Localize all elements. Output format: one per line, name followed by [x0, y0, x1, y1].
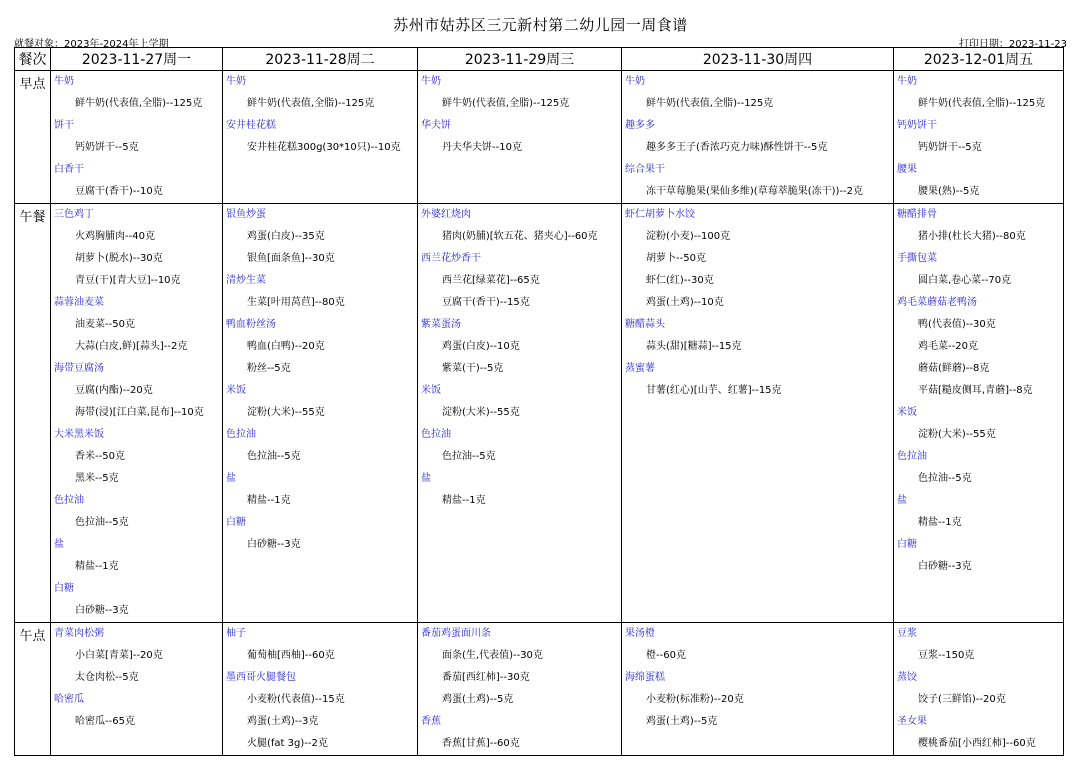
ingredient: 淀粉(大米)--55克	[442, 407, 520, 418]
ingredient: 豆腐(内酯)--20克	[75, 385, 153, 396]
ingredient: 小麦粉(标准粉)--20克	[646, 694, 744, 705]
dish-name: 糖醋蒜头	[625, 319, 665, 330]
dish-name: 圣女果	[897, 716, 927, 727]
dish-name: 青菜肉松粥	[54, 628, 104, 639]
dish-name: 西兰花炒香干	[421, 253, 481, 264]
ingredient: 淀粉(小麦)--100克	[646, 231, 731, 242]
dish-name: 色拉油	[897, 451, 927, 462]
menu-cell	[223, 623, 418, 756]
ingredient: 色拉油--5克	[442, 451, 496, 462]
target-label: 就餐对象：2023年-2024年上学期	[14, 39, 169, 50]
ingredient: 豆腐干(香干)--15克	[442, 297, 530, 308]
ingredient: 精盐--1克	[442, 495, 486, 506]
ingredient: 淀粉(大米)--55克	[918, 429, 996, 440]
ingredient: 鸡蛋(土鸡)--5克	[442, 694, 514, 705]
ingredient: 鲜牛奶(代表值,全脂)--125克	[646, 98, 774, 109]
dish-name: 安井桂花糕	[226, 120, 276, 131]
ingredient: 精盐--1克	[75, 561, 119, 572]
dish-name: 白糖	[897, 539, 917, 550]
dish-name: 清炒生菜	[226, 275, 266, 286]
page-title: 苏州市姑苏区三元新村第二幼儿园一周食谱	[393, 16, 688, 34]
dish-name: 手撕包菜	[897, 253, 937, 264]
ingredient: 生菜[叶用莴苣]--80克	[247, 297, 345, 308]
meal-name: 早点	[15, 71, 51, 204]
ingredient: 白砂糖--3克	[918, 561, 972, 572]
menu-cell	[894, 71, 1064, 204]
ingredient: 鸡蛋(土鸡)--5克	[646, 716, 718, 727]
ingredient: 樱桃番茄[小西红柿]--60克	[918, 738, 1036, 749]
meal-row	[15, 204, 1064, 623]
day-header: 2023-11-30周四	[622, 48, 894, 71]
ingredient: 豆腐干(香干)--10克	[75, 186, 163, 197]
ingredient: 蒜头(甜)[糖蒜]--15克	[646, 341, 742, 352]
meal-name: 午点	[15, 623, 51, 756]
meal-row	[15, 71, 1064, 204]
ingredient: 圆白菜,卷心菜--70克	[918, 275, 1012, 286]
dish-name: 哈密瓜	[54, 694, 84, 705]
ingredient: 紫菜(干)--5克	[442, 363, 504, 374]
dish-name: 白香干	[54, 164, 84, 175]
print-date: 打印日期：2023-11-23	[958, 39, 1067, 50]
ingredient: 钙奶饼干--5克	[75, 142, 139, 153]
ingredient: 油麦菜--50克	[75, 319, 135, 330]
dish-name: 盐	[226, 473, 236, 484]
dish-name: 鸡毛菜蘑菇老鸭汤	[897, 297, 977, 308]
ingredient: 精盐--1克	[918, 517, 962, 528]
ingredient: 甘薯(红心)[山芋、红薯]--15克	[646, 385, 782, 396]
dish-name: 银鱼炒蛋	[226, 209, 266, 220]
ingredient: 虾仁(红)--30克	[646, 275, 714, 286]
ingredient: 饺子(三鲜馅)--20克	[918, 694, 1006, 705]
dish-name: 豆浆	[897, 628, 917, 639]
day-header: 2023-12-01周五	[894, 48, 1064, 71]
dish-name: 盐	[897, 495, 907, 506]
ingredient: 色拉油--5克	[918, 473, 972, 484]
ingredient: 猪小排(杜长大猪)--80克	[918, 231, 1026, 242]
ingredient: 钙奶饼干--5克	[918, 142, 982, 153]
dish-name: 牛奶	[226, 76, 246, 87]
dish-name: 色拉油	[226, 429, 256, 440]
ingredient: 葡萄柚[西柚]--60克	[247, 650, 335, 661]
ingredient: 粉丝--5克	[247, 363, 291, 374]
ingredient: 丹夫华夫饼--10克	[442, 142, 522, 153]
dish-name: 虾仁胡萝卜水饺	[625, 209, 695, 220]
ingredient: 西兰花[绿菜花]--65克	[442, 275, 540, 286]
ingredient: 鸡蛋(白皮)--35克	[247, 231, 325, 242]
ingredient: 冻干草莓脆果(果仙多维)(草莓萃脆果(冻干))--2克	[646, 186, 863, 197]
menu-cell	[223, 204, 418, 623]
dish-name: 盐	[421, 473, 431, 484]
ingredient: 香米--50克	[75, 451, 125, 462]
dish-name: 米饭	[421, 385, 441, 396]
dish-name: 蒸蜜薯	[625, 363, 655, 374]
ingredient: 白砂糖--3克	[247, 539, 301, 550]
dish-name: 香蕉	[421, 716, 441, 727]
dish-name: 海绵蛋糕	[625, 672, 665, 683]
dish-name: 紫菜蛋汤	[421, 319, 461, 330]
menu-cell	[418, 71, 622, 204]
dish-name: 腰果	[897, 164, 917, 175]
dish-name: 牛奶	[421, 76, 441, 87]
dish-name: 牛奶	[625, 76, 645, 87]
dish-name: 蒸饺	[897, 672, 917, 683]
dish-name: 华夫饼	[421, 120, 451, 131]
ingredient: 鲜牛奶(代表值,全脂)--125克	[247, 98, 375, 109]
dish-name: 白糖	[226, 517, 246, 528]
ingredient: 胡萝卜--50克	[646, 253, 706, 264]
ingredient: 鸡蛋(土鸡)--10克	[646, 297, 724, 308]
dish-name: 钙奶饼干	[897, 120, 937, 131]
menu-cell	[51, 71, 223, 204]
ingredient: 香蕉[甘蕉]--60克	[442, 738, 520, 749]
menu-cell	[51, 204, 223, 623]
ingredient: 胡萝卜(脱水)--30克	[75, 253, 163, 264]
dish-name: 牛奶	[897, 76, 917, 87]
ingredient: 白砂糖--3克	[75, 605, 129, 616]
ingredient: 番茄[西红柿]--30克	[442, 672, 530, 683]
menu-cell	[51, 623, 223, 756]
dish-name: 米饭	[897, 407, 917, 418]
dish-name: 柚子	[226, 628, 246, 639]
dish-name: 盐	[54, 539, 64, 550]
ingredient: 太仓肉松--5克	[75, 672, 139, 683]
ingredient: 豆浆--150克	[918, 650, 975, 661]
header-row	[15, 48, 1064, 71]
menu-cell	[622, 623, 894, 756]
ingredient: 面条(生,代表值)--30克	[442, 650, 543, 661]
dish-name: 色拉油	[54, 495, 84, 506]
ingredient: 鲜牛奶(代表值,全脂)--125克	[75, 98, 203, 109]
ingredient: 鸭血(白鸭)--20克	[247, 341, 325, 352]
ingredient: 黑米--5克	[75, 473, 119, 484]
dish-name: 白糖	[54, 583, 74, 594]
dish-name: 综合果干	[625, 164, 665, 175]
menu-cell	[223, 71, 418, 204]
dish-name: 蒜蓉油麦菜	[54, 297, 104, 308]
ingredient: 鸡蛋(土鸡)--3克	[247, 716, 319, 727]
menu-cell	[622, 71, 894, 204]
meal-row	[15, 623, 1064, 756]
dish-name: 果汤橙	[625, 628, 655, 639]
ingredient: 平菇[糙皮侧耳,青蘑]--8克	[918, 385, 1033, 396]
meal-name: 午餐	[15, 204, 51, 623]
menu-cell	[622, 204, 894, 623]
corner-header: 餐次	[15, 48, 51, 71]
ingredient: 火腿(fat 3g)--2克	[247, 738, 328, 749]
ingredient: 鲜牛奶(代表值,全脂)--125克	[918, 98, 1046, 109]
dish-name: 大米黑米饭	[54, 429, 104, 440]
menu-cell	[418, 204, 622, 623]
dish-name: 番茄鸡蛋面川条	[421, 628, 491, 639]
ingredient: 安井桂花糕300g(30*10只)--10克	[247, 142, 401, 153]
ingredient: 青豆(干)[青大豆]--10克	[75, 275, 181, 286]
ingredient: 橙--60克	[646, 650, 686, 661]
dish-name: 糖醋排骨	[897, 209, 937, 220]
dish-name: 饼干	[54, 120, 74, 131]
ingredient: 小白菜[青菜]--20克	[75, 650, 163, 661]
dish-name: 趣多多	[625, 120, 655, 131]
ingredient: 色拉油--5克	[247, 451, 301, 462]
menu-cell	[894, 623, 1064, 756]
ingredient: 海带(浸)[江白菜,昆布]--10克	[75, 407, 204, 418]
ingredient: 蘑菇(鲜蘑)--8克	[918, 363, 990, 374]
day-header: 2023-11-29周三	[418, 48, 622, 71]
ingredient: 腰果(熟)--5克	[918, 186, 980, 197]
menu-cell	[894, 204, 1064, 623]
menu-cell	[418, 623, 622, 756]
day-header: 2023-11-28周二	[223, 48, 418, 71]
ingredient: 鸭(代表值)--30克	[918, 319, 996, 330]
dish-name: 牛奶	[54, 76, 74, 87]
ingredient: 猪肉(奶脯)[软五花、猪夹心]--60克	[442, 231, 598, 242]
ingredient: 淀粉(大米)--55克	[247, 407, 325, 418]
ingredient: 火鸡胸脯肉--40克	[75, 231, 155, 242]
dish-name: 外婆红烧肉	[421, 209, 471, 220]
dish-name: 海带豆腐汤	[54, 363, 104, 374]
ingredient: 色拉油--5克	[75, 517, 129, 528]
dish-name: 鸭血粉丝汤	[226, 319, 276, 330]
ingredient: 精盐--1克	[247, 495, 291, 506]
ingredient: 银鱼[面条鱼]--30克	[247, 253, 335, 264]
ingredient: 大蒜(白皮,鲜)[蒜头]--2克	[75, 341, 188, 352]
dish-name: 三色鸡丁	[54, 209, 94, 220]
ingredient: 趣多多王子(香浓巧克力味)酥性饼干--5克	[646, 142, 828, 153]
dish-name: 墨西哥火腿餐包	[226, 672, 296, 683]
ingredient: 鸡毛菜--20克	[918, 341, 978, 352]
ingredient: 哈密瓜--65克	[75, 716, 135, 727]
dish-name: 色拉油	[421, 429, 451, 440]
day-header: 2023-11-27周一	[51, 48, 223, 71]
ingredient: 小麦粉(代表值)--15克	[247, 694, 345, 705]
dish-name: 米饭	[226, 385, 246, 396]
ingredient: 鲜牛奶(代表值,全脂)--125克	[442, 98, 570, 109]
ingredient: 鸡蛋(白皮)--10克	[442, 341, 520, 352]
menu-table	[14, 47, 1064, 756]
